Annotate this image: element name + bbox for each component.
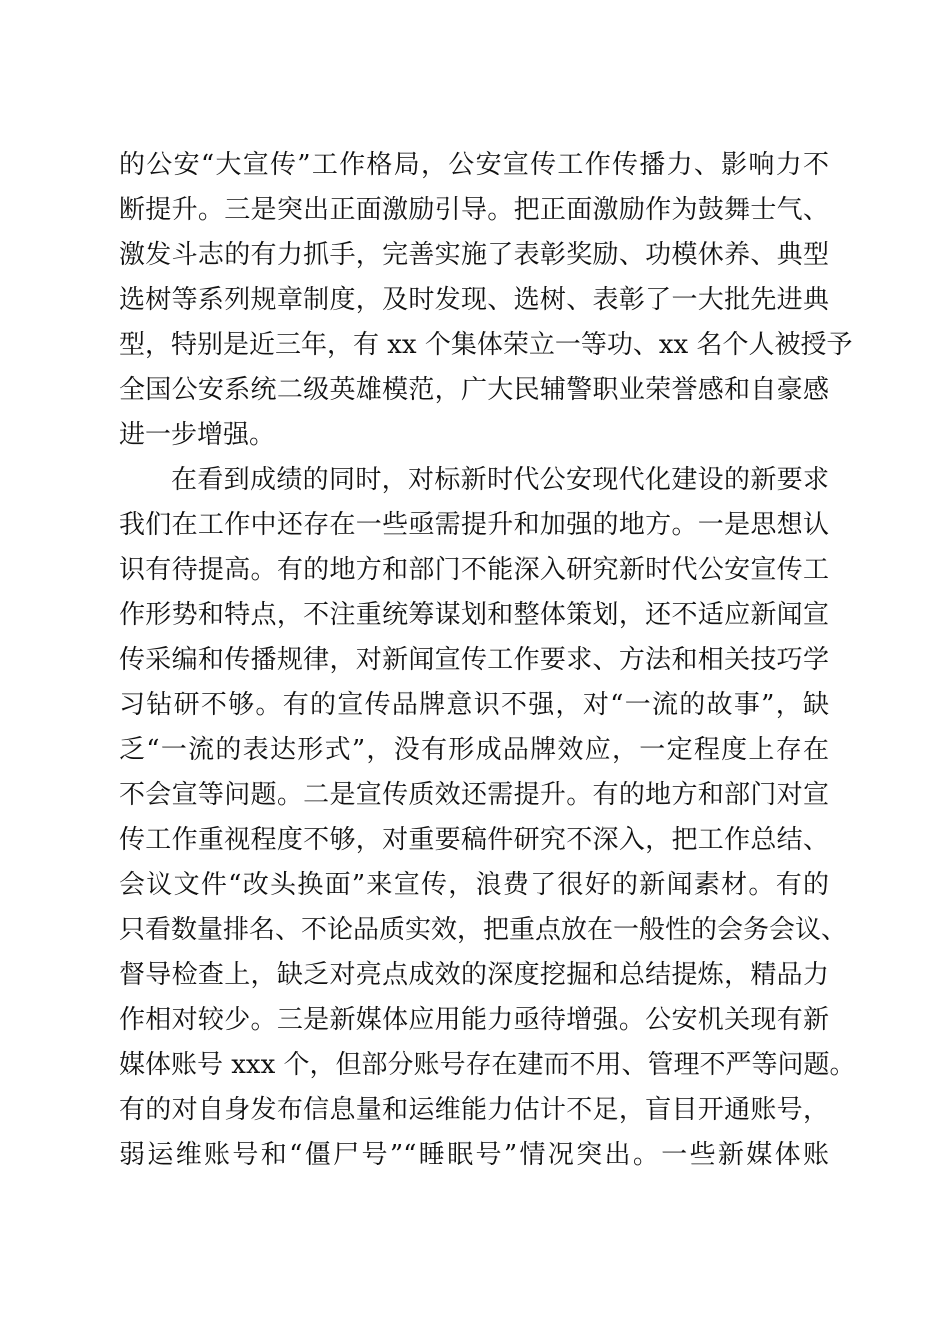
text-line: 媒体账号 xxx 个，但部分账号存在建而不用、管理不严等问题。 bbox=[119, 1050, 856, 1080]
text-line: 型，特别是近三年，有 xx 个集体荣立一等功、xx 名个人被授予 bbox=[119, 330, 853, 360]
text-line: 识有待提高。有的地方和部门不能深入研究新时代公安宣传工 bbox=[119, 555, 829, 585]
text-line: 有的对自身发布信息量和运维能力估计不足，盲目开通账号， bbox=[119, 1095, 829, 1125]
text-line: 作形势和特点，不注重统筹谋划和整体策划，还不适应新闻宣 bbox=[119, 600, 829, 630]
text-line: 只看数量排名、不论品质实效，把重点放在一般性的会务会议、 bbox=[119, 915, 848, 945]
text-line: 会议文件“改头换面”来宣传，浪费了很好的新闻素材。有的 bbox=[119, 870, 829, 900]
text-line: 弱运维账号和“僵尸号”“睡眠号”情况突出。一些新媒体账 bbox=[119, 1140, 829, 1170]
text-line: 选树等系列规章制度，及时发现、选树、表彰了一大批先进典 bbox=[119, 285, 829, 315]
text-line: 督导检查上，缺乏对亮点成效的深度挖掘和总结提炼，精品力 bbox=[119, 960, 829, 990]
text-line: 激发斗志的有力抓手，完善实施了表彰奖励、功模休养、典型 bbox=[119, 240, 829, 270]
text-line: 传工作重视程度不够，对重要稿件研究不深入，把工作总结、 bbox=[119, 825, 829, 855]
text-line: 进一步增强。 bbox=[119, 420, 276, 450]
text-line: 乏“一流的表达形式”，没有形成品牌效应，一定程度上存在 bbox=[119, 735, 829, 765]
text-line: 全国公安系统二级英雄模范，广大民辅警职业荣誉感和自豪感 bbox=[119, 375, 829, 405]
paragraph-first-line: 在看到成绩的同时，对标新时代公安现代化建设的新要求 bbox=[171, 465, 829, 495]
text-line: 传采编和传播规律，对新闻宣传工作要求、方法和相关技巧学 bbox=[119, 645, 829, 675]
text-line: 习钻研不够。有的宣传品牌意识不强，对“一流的故事”，缺 bbox=[119, 690, 829, 720]
text-line: 断提升。三是突出正面激励引导。把正面激励作为鼓舞士气、 bbox=[119, 195, 829, 225]
text-line: 不会宣等问题。二是宣传质效还需提升。有的地方和部门对宣 bbox=[119, 780, 829, 810]
body-text bbox=[119, 143, 856, 1178]
text-line: 我们在工作中还存在一些亟需提升和加强的地方。一是思想认 bbox=[119, 510, 829, 540]
text-line: 的公安“大宣传”工作格局，公安宣传工作传播力、影响力不 bbox=[119, 150, 829, 180]
text-line: 作相对较少。三是新媒体应用能力亟待增强。公安机关现有新 bbox=[119, 1005, 829, 1035]
